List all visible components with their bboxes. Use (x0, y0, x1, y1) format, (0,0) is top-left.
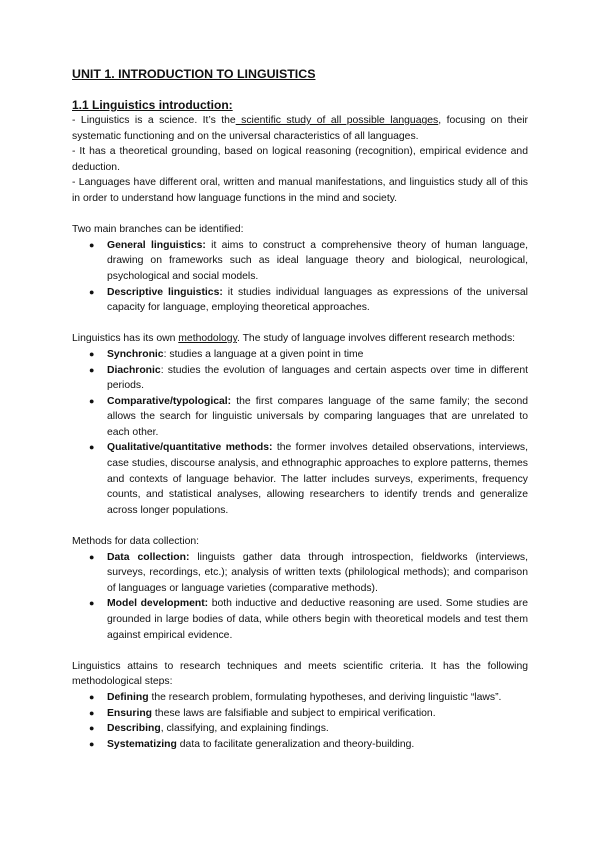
item-term: Diachronic (107, 364, 161, 376)
bullet-icon: ● (89, 551, 95, 562)
list-item (72, 706, 528, 722)
list-item (72, 394, 528, 441)
item-desc: , classifying, and explaining findings. (160, 723, 329, 735)
list-item (72, 363, 528, 394)
list-item (72, 737, 528, 753)
unit-title: UNIT 1. INTRODUCTION TO LINGUISTICS (72, 67, 316, 81)
list-item (72, 347, 528, 363)
item-term: Model development: (107, 598, 209, 610)
section-title: 1.1 Linguistics introduction: (72, 98, 233, 112)
methodology-underlined: methodology (178, 333, 237, 345)
item-desc: : studies a language at a given point in time (163, 348, 364, 360)
item-term: Ensuring (107, 707, 153, 719)
methodology-lead-pre: Linguistics has its own (72, 333, 179, 345)
steps-lead: Linguistics attains to research techniques and meets scientific criteria. It has the following methodological steps: (72, 660, 528, 688)
list-item (72, 550, 528, 597)
item-desc: data to facilitate generalization and theory-building. (176, 738, 415, 750)
branches-list (72, 238, 528, 316)
item-desc: the first compares language of the same family; the second allows the search for linguistic universals by comparing languages that are unrelated to each other. (107, 395, 528, 438)
item-term: General linguistics: (107, 239, 206, 251)
bullet-icon: ● (89, 348, 95, 359)
item-term: Describing (107, 723, 161, 735)
bullet-icon: ● (89, 738, 95, 749)
item-desc: both inductive and deductive reasoning are used. Some studies are grounded in large bodies of data, while others begin with theoretical models and test them against empirical evidence. (107, 598, 529, 641)
intro-paragraph-3: - Languages have different oral, written and manual manifestations, and linguistics study all of this in order to understand how language functions in the mind and society. (72, 177, 528, 204)
steps-list (72, 690, 528, 752)
bullet-icon: ● (89, 239, 95, 250)
bullet-icon: ● (89, 395, 95, 406)
item-desc: the former involves detailed observations, interviews, case studies, discourse analysis, and ethnographic approaches to explore patterns, themes and contexts of language behavior. The latter includes surveys, experiments, frequency counts, and statistical analyses, allowing researchers to identify trends and generalize across longer populations. (107, 442, 529, 516)
bullet-icon: ● (89, 442, 95, 453)
list-item (72, 285, 528, 316)
intro-1-underlined: scientific study of all possible languages (235, 115, 439, 126)
document-page (72, 66, 528, 752)
methodology-lead-post: . The study of language involves different research methods: (237, 333, 516, 345)
item-term: Descriptive linguistics: (107, 286, 223, 298)
list-item (72, 596, 528, 643)
methodology-list (72, 347, 528, 519)
item-term: Synchronic (107, 348, 164, 360)
item-desc: the research problem, formulating hypotheses, and deriving linguistic “laws”. (148, 691, 502, 703)
item-term: Comparative/typological: (107, 395, 232, 407)
bullet-icon: ● (89, 723, 95, 734)
branches-lead: Two main branches can be identified: (72, 224, 244, 236)
item-desc: it studies individual languages as expressions of the universal capacity for language, employing theoretical approaches. (107, 286, 528, 314)
item-term: Qualitative/quantitative methods: (107, 442, 273, 454)
item-desc: it aims to construct a comprehensive theory of human language, drawing on frameworks such as ideal language theory and biological, neurological, psychological and social models. (107, 239, 528, 282)
data-collection-list (72, 550, 528, 644)
intro-1-pre: - Linguistics is a science. It’s the (72, 115, 236, 126)
item-desc: : studies the evolution of languages and certain aspects over time in different periods. (107, 364, 528, 392)
item-term: Data collection: (107, 551, 190, 563)
bullet-icon: ● (89, 364, 95, 375)
item-term: Systematizing (107, 738, 177, 750)
list-item (72, 238, 528, 285)
methodology-lead (72, 331, 528, 347)
bullet-icon: ● (89, 707, 95, 718)
intro-paragraph-1 (72, 113, 528, 144)
list-item (72, 440, 528, 518)
bullet-icon: ● (89, 691, 95, 702)
list-item (72, 690, 528, 706)
list-item (72, 721, 528, 737)
data-collection-lead: Methods for data collection: (72, 536, 200, 548)
bullet-icon: ● (89, 286, 95, 297)
item-desc: these laws are falsifiable and subject to empirical verification. (152, 707, 436, 719)
item-term: Defining (107, 691, 149, 703)
intro-paragraph-2: - It has a theoretical grounding, based on logical reasoning (recognition), empirical evidence and deduction. (72, 146, 528, 173)
bullet-icon: ● (89, 598, 95, 609)
item-desc: linguists gather data through introspection, fieldworks (interviews, surveys, recordings, etc.); analysis of written texts (philological methods); and comparison of languages or language varieties (comparative methods). (107, 551, 528, 594)
intro-1-post: , focusing on their systematic functioning and on the universal characteristics of all languages. (72, 115, 528, 142)
